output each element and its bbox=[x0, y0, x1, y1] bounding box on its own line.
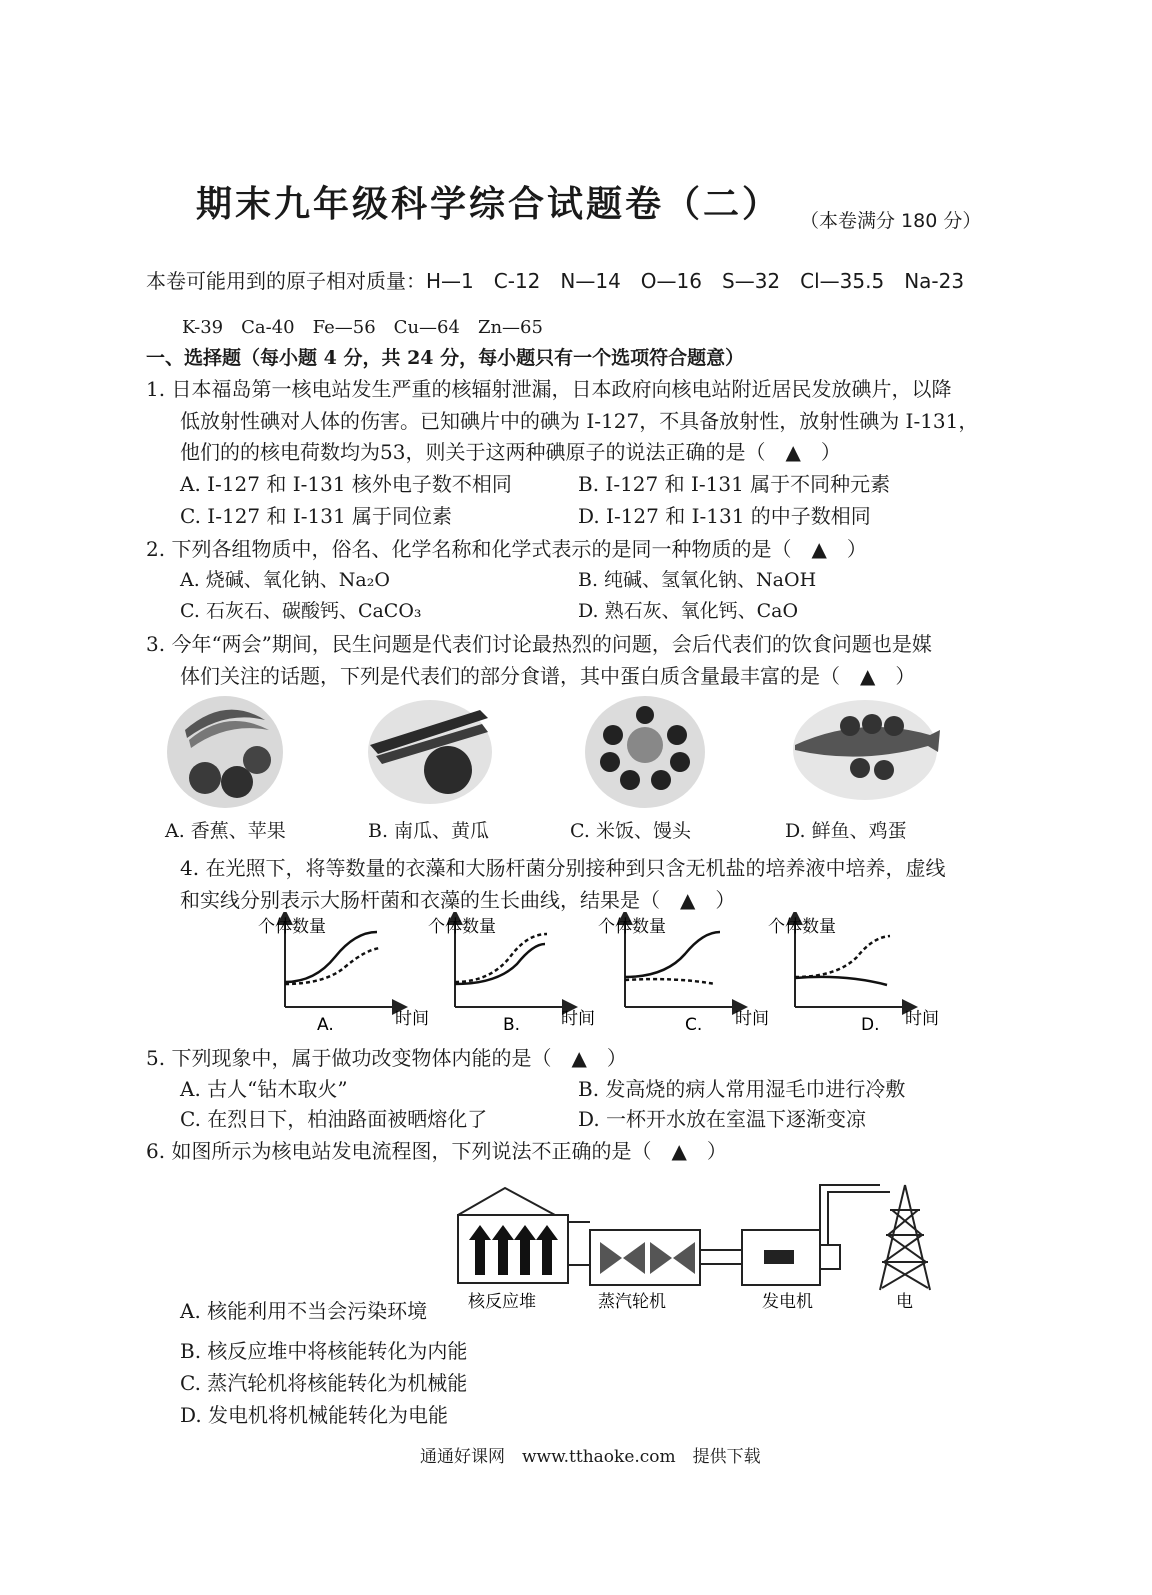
q1-line-3: 他们的的核电荷数均为53，则关于这两种碘原子的说法正确的是（ ▲ ） bbox=[180, 440, 841, 464]
q6-option-a: A. 核能利用不当会污染环境 bbox=[180, 1299, 428, 1323]
reactor bbox=[458, 1188, 590, 1283]
q6-option-d: D. 发电机将机械能转化为电能 bbox=[180, 1403, 449, 1427]
graph-c-label: C. bbox=[685, 1015, 703, 1035]
graph-a-label: A. bbox=[317, 1015, 334, 1035]
q2-line-1: 2. 下列各组物质中，俗名、化学名称和化学式表示的是同一种物质的是（ ▲ ） bbox=[146, 537, 867, 561]
q5-line-1: 5. 下列现象中，属于做功改变物体内能的是（ ▲ ） bbox=[146, 1046, 627, 1070]
power-tower bbox=[880, 1185, 930, 1290]
q3-option-c: C. 米饭、馒头 bbox=[570, 820, 691, 842]
turbine-label: 蒸汽轮机 bbox=[598, 1292, 666, 1312]
food-images bbox=[165, 690, 945, 815]
q2-option-d: D. 熟石灰、氧化钙、CaO bbox=[578, 600, 799, 622]
atomic-mass-line-2: K-39 Ca-40 Fe—56 Cu—64 Zn—65 bbox=[182, 317, 543, 338]
graph-d bbox=[768, 917, 939, 1035]
fish-eggs-image bbox=[793, 700, 940, 800]
bananas-apples-image bbox=[167, 696, 283, 808]
graph-d-ylabel: 个体数量 bbox=[768, 917, 836, 937]
q2-option-a: A. 烧碱、氧化钠、Na₂O bbox=[180, 569, 390, 591]
q3-option-a: A. 香蕉、苹果 bbox=[165, 820, 286, 842]
reactor-label: 核反应堆 bbox=[468, 1292, 536, 1312]
q1-line-1: 1. 日本福岛第一核电站发生严重的核辐射泄漏，日本政府向核电站附近居民发放碘片，以降 bbox=[146, 377, 952, 401]
graph-b bbox=[428, 917, 595, 1035]
graph-d-xlabel: 时间 bbox=[905, 1009, 939, 1029]
q3-option-b: B. 南瓜、黄瓜 bbox=[368, 820, 490, 842]
graph-c-xlabel: 时间 bbox=[735, 1009, 769, 1029]
full-score: （本卷满分 180 分） bbox=[800, 210, 982, 232]
steam-turbine bbox=[590, 1230, 742, 1285]
q5-option-a: A. 古人“钻木取火” bbox=[180, 1077, 348, 1101]
footer-text: 通通好课网 www.tthaoke.com 提供下载 bbox=[420, 1447, 761, 1467]
graph-b-xlabel: 时间 bbox=[561, 1009, 595, 1029]
q6-line-1: 6. 如图所示为核电站发电流程图，下列说法不正确的是（ ▲ ） bbox=[146, 1139, 727, 1163]
q1-option-b: B. I-127 和 I-131 属于不同种元素 bbox=[578, 472, 891, 496]
q3-line-2: 体们关注的话题，下列是代表们的部分食谱，其中蛋白质含量最丰富的是（ ▲ ） bbox=[180, 664, 916, 688]
graph-a-xlabel: 时间 bbox=[395, 1009, 429, 1029]
generator-label: 发电机 bbox=[762, 1292, 813, 1312]
q1-line-2: 低放射性碘对人体的伤害。已知碘片中的碘为 I-127，不具备放射性，放射性碘为 I-131， bbox=[180, 409, 979, 433]
q5-option-d: D. 一杯开水放在室温下逐渐变凉 bbox=[578, 1107, 867, 1131]
nuclear-plant-diagram bbox=[450, 1180, 950, 1315]
graph-c-ylabel: 个体数量 bbox=[598, 917, 666, 937]
pumpkin-cucumber-image bbox=[368, 700, 492, 804]
growth-curve-graphs bbox=[255, 912, 945, 1037]
atomic-mass-line-1: 本卷可能用到的原子相对质量：H—1 C-12 N—14 O—16 S—32 Cl—35.5 Na-23 bbox=[146, 269, 965, 293]
q1-option-a: A. I-127 和 I-131 核外电子数不相同 bbox=[180, 472, 512, 496]
graph-d-label: D. bbox=[861, 1015, 880, 1035]
q3-option-d: D. 鲜鱼、鸡蛋 bbox=[785, 820, 907, 842]
rice-buns-image bbox=[585, 696, 705, 808]
q1-option-c: C. I-127 和 I-131 属于同位素 bbox=[180, 504, 453, 528]
q3-line-1: 3. 今年“两会”期间，民生问题是代表们讨论最热烈的问题，会后代表们的饮食问题也是媒 bbox=[146, 632, 932, 656]
q6-option-c: C. 蒸汽轮机将核能转化为机械能 bbox=[180, 1371, 468, 1395]
exam-title: 期末九年级科学综合试题卷（二） bbox=[196, 183, 782, 225]
q4-line-1: 4. 在光照下，将等数量的衣藻和大肠杆菌分别接种到只含无机盐的培养液中培养，虚线 bbox=[180, 856, 946, 880]
section-heading: 一、选择题（每小题 4 分，共 24 分，每小题只有一个选项符合题意） bbox=[146, 347, 745, 369]
q2-option-c: C. 石灰石、碳酸钙、CaCO₃ bbox=[180, 600, 422, 622]
q1-option-d: D. I-127 和 I-131 的中子数相同 bbox=[578, 504, 871, 528]
q2-option-b: B. 纯碱、氢氧化钠、NaOH bbox=[578, 569, 817, 591]
generator bbox=[742, 1185, 890, 1285]
graph-c bbox=[598, 917, 769, 1035]
q6-option-b: B. 核反应堆中将核能转化为内能 bbox=[180, 1339, 468, 1363]
q5-option-b: B. 发高烧的病人常用湿毛巾进行冷敷 bbox=[578, 1077, 906, 1101]
electricity-label: 电 bbox=[896, 1292, 913, 1312]
graph-b-ylabel: 个体数量 bbox=[428, 917, 496, 937]
q5-option-c: C. 在烈日下，柏油路面被晒熔化了 bbox=[180, 1107, 488, 1131]
graph-a bbox=[258, 917, 429, 1035]
graph-b-label: B. bbox=[503, 1015, 521, 1035]
graph-a-ylabel-1: 个体数量 bbox=[258, 917, 326, 937]
q4-line-2: 和实线分别表示大肠杆菌和衣藻的生长曲线，结果是（ ▲ ） bbox=[180, 888, 736, 912]
